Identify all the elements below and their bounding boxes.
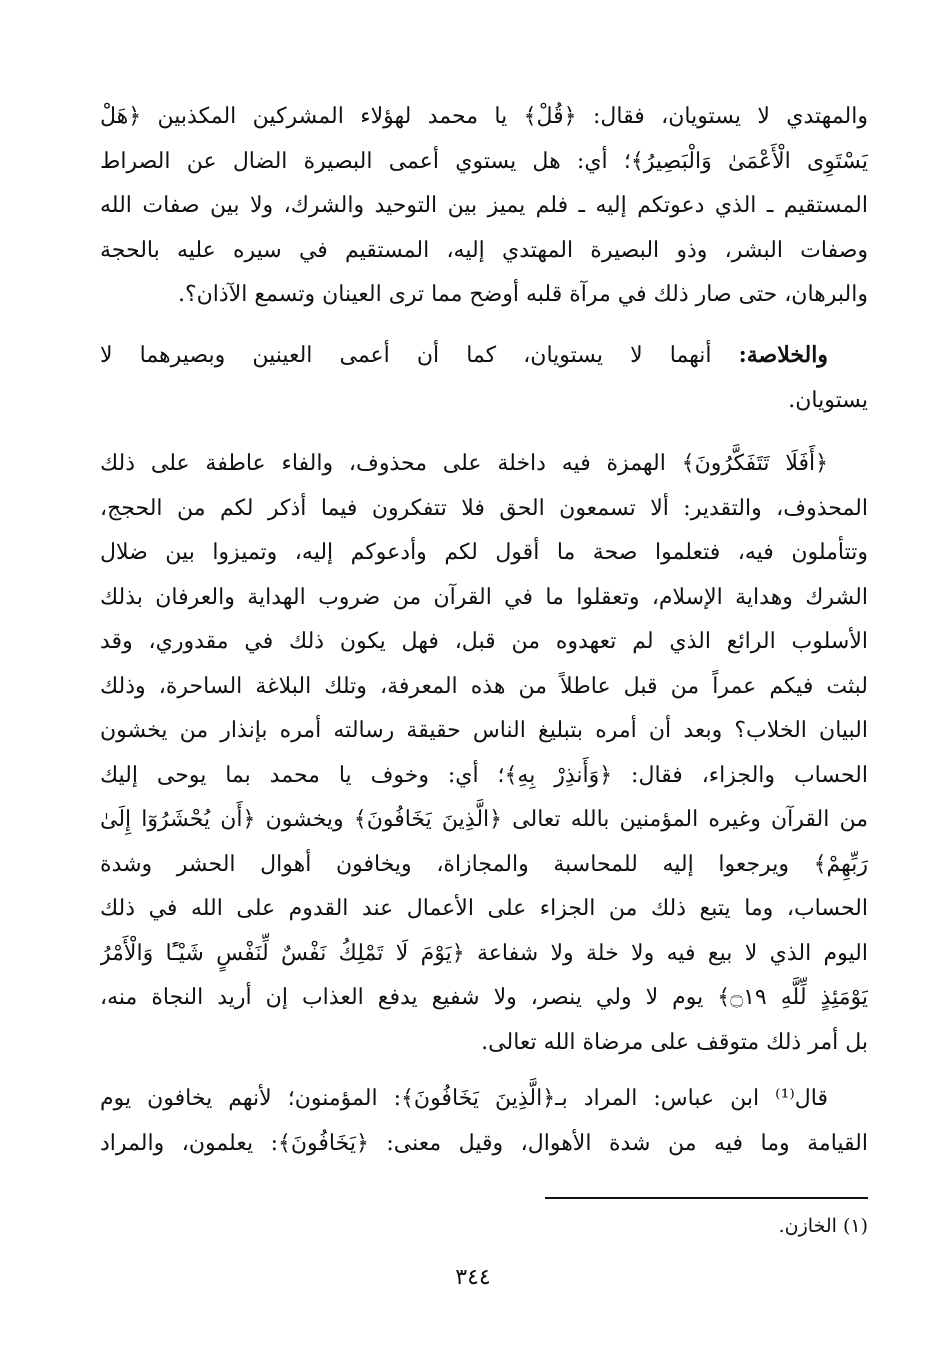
text-line: يَسْتَوِى الْأَعْمَىٰ وَالْبَصِيرُ﴾؛ أي: هل يستوي أعمى البصيرة الضال عن الصراط (100, 148, 868, 174)
text-line: رَبِّهِمْ﴾ ويرجعوا إليه للمحاسبة والمجازاة، ويخافون أهوال الحشر وشدة (100, 851, 868, 877)
text-line: القيامة وما فيه من شدة الأهوال، وقيل معنى: ﴿يَخَافُونَ﴾: يعلمون، والمراد (100, 1130, 868, 1156)
paragraph-2 (100, 333, 868, 423)
footnote: (١) الخازن. (778, 1215, 868, 1237)
text-line: يستويان. (788, 387, 868, 413)
text-line: لبثت فيكم عمراً من قبل عاطلاً من هذه المعرفة، وتلك البلاغة الساحرة، وذلك (100, 673, 868, 699)
text-line: والبرهان، حتى صار ذلك في مرآة قلبه أوضح مما ترى العينان وتسمع الآذان؟. (177, 282, 868, 307)
text-line: قال⁽¹⁾ ابن عباس: المراد بـ﴿الَّذِينَ يَخَافُونَ﴾: المؤمنون؛ لأنهم يخافون يوم (100, 1086, 828, 1111)
text-line: من القرآن وغيره المؤمنين بالله تعالى ﴿الَّذِينَ يَخَافُونَ﴾ ويخشون ﴿أَن يُحْشَرُوٓا إِلَىٰ (100, 807, 868, 832)
conclusion-lead: والخلاصة: (738, 342, 828, 368)
text-fragment: أنهما لا يستويان، كما أن أعمى العينين وبصيرهما لا (100, 343, 739, 368)
text-line: بل أمر ذلك متوقف على مرضاة الله تعالى. (481, 1029, 868, 1055)
paragraph-1 (100, 95, 868, 318)
page-number: ٣٤٤ (455, 1265, 491, 1290)
text-line: البيان الخلاب؟ وبعد أن أمره بتبليغ الناس حقيقة رسالته أمره بإنذار من يخشون (100, 718, 868, 743)
text-line: اليوم الذي لا بيع فيه ولا خلة ولا شفاعة ﴿يَوْمَ لَا تَمْلِكُ نَفْسٌ لِّنَفْسٍ شَيْـًٔا وَالْأَمْرُ (100, 940, 868, 966)
footnote-divider (545, 1197, 868, 1199)
text-line: المحذوف، والتقدير: ألا تسمعون الحق فلا تتفكرون فيما أذكر لكم من الحجج، (100, 495, 868, 521)
text-line: المستقيم ـ الذي دعوتكم إليه ـ فلم يميز بين التوحيد والشرك، ولا بين صفات الله (100, 193, 868, 218)
text-line: الحساب والجزاء، فقال: ﴿وَأَنذِرْ بِهِ﴾؛ أي: وخوف يا محمد بما يوحى إليك (100, 762, 868, 788)
text-line: ﴿أَفَلَا تَتَفَكَّرُونَ﴾ الهمزة فيه داخلة على محذوف، والفاء عاطفة على ذلك (100, 451, 828, 476)
text-line: والمهتدي لا يستويان، فقال: ﴿قُلْ﴾ يا محمد لهؤلاء المشركين المكذبين ﴿هَلْ (100, 104, 868, 129)
text-line (100, 333, 868, 379)
text-line: الحساب، وما يتبع ذلك من الجزاء على الأعمال عند القدوم على الله في ذلك (100, 896, 868, 921)
paragraph-3 (100, 442, 868, 1065)
text-line: الأسلوب الرائع الذي لم تعهدوه من قبل، فهل يكون ذلك في مقدوري، وقد (100, 629, 868, 654)
text-line: الشرك وهداية الإسلام، وتعقلوا ما في القرآن من ضروب الهداية والعرفان بذلك (100, 584, 868, 610)
text-line: يَوْمَئِذٍ لِّلَّهِ ۝١٩﴾ يوم لا ولي ينصر، ولا شفيع يدفع العذاب إن أريد النجاة منه، (100, 985, 868, 1010)
text-line: وصفات البشر، وذو البصيرة المهتدي إليه، المستقيم في سيره عليه بالحجة (100, 237, 868, 263)
text-line: وتتأملون فيه، فتعلموا صحة ما أقول لكم وأدعوكم إليه، وتميزوا بين ضلال (100, 540, 868, 565)
paragraph-4 (100, 1077, 868, 1166)
